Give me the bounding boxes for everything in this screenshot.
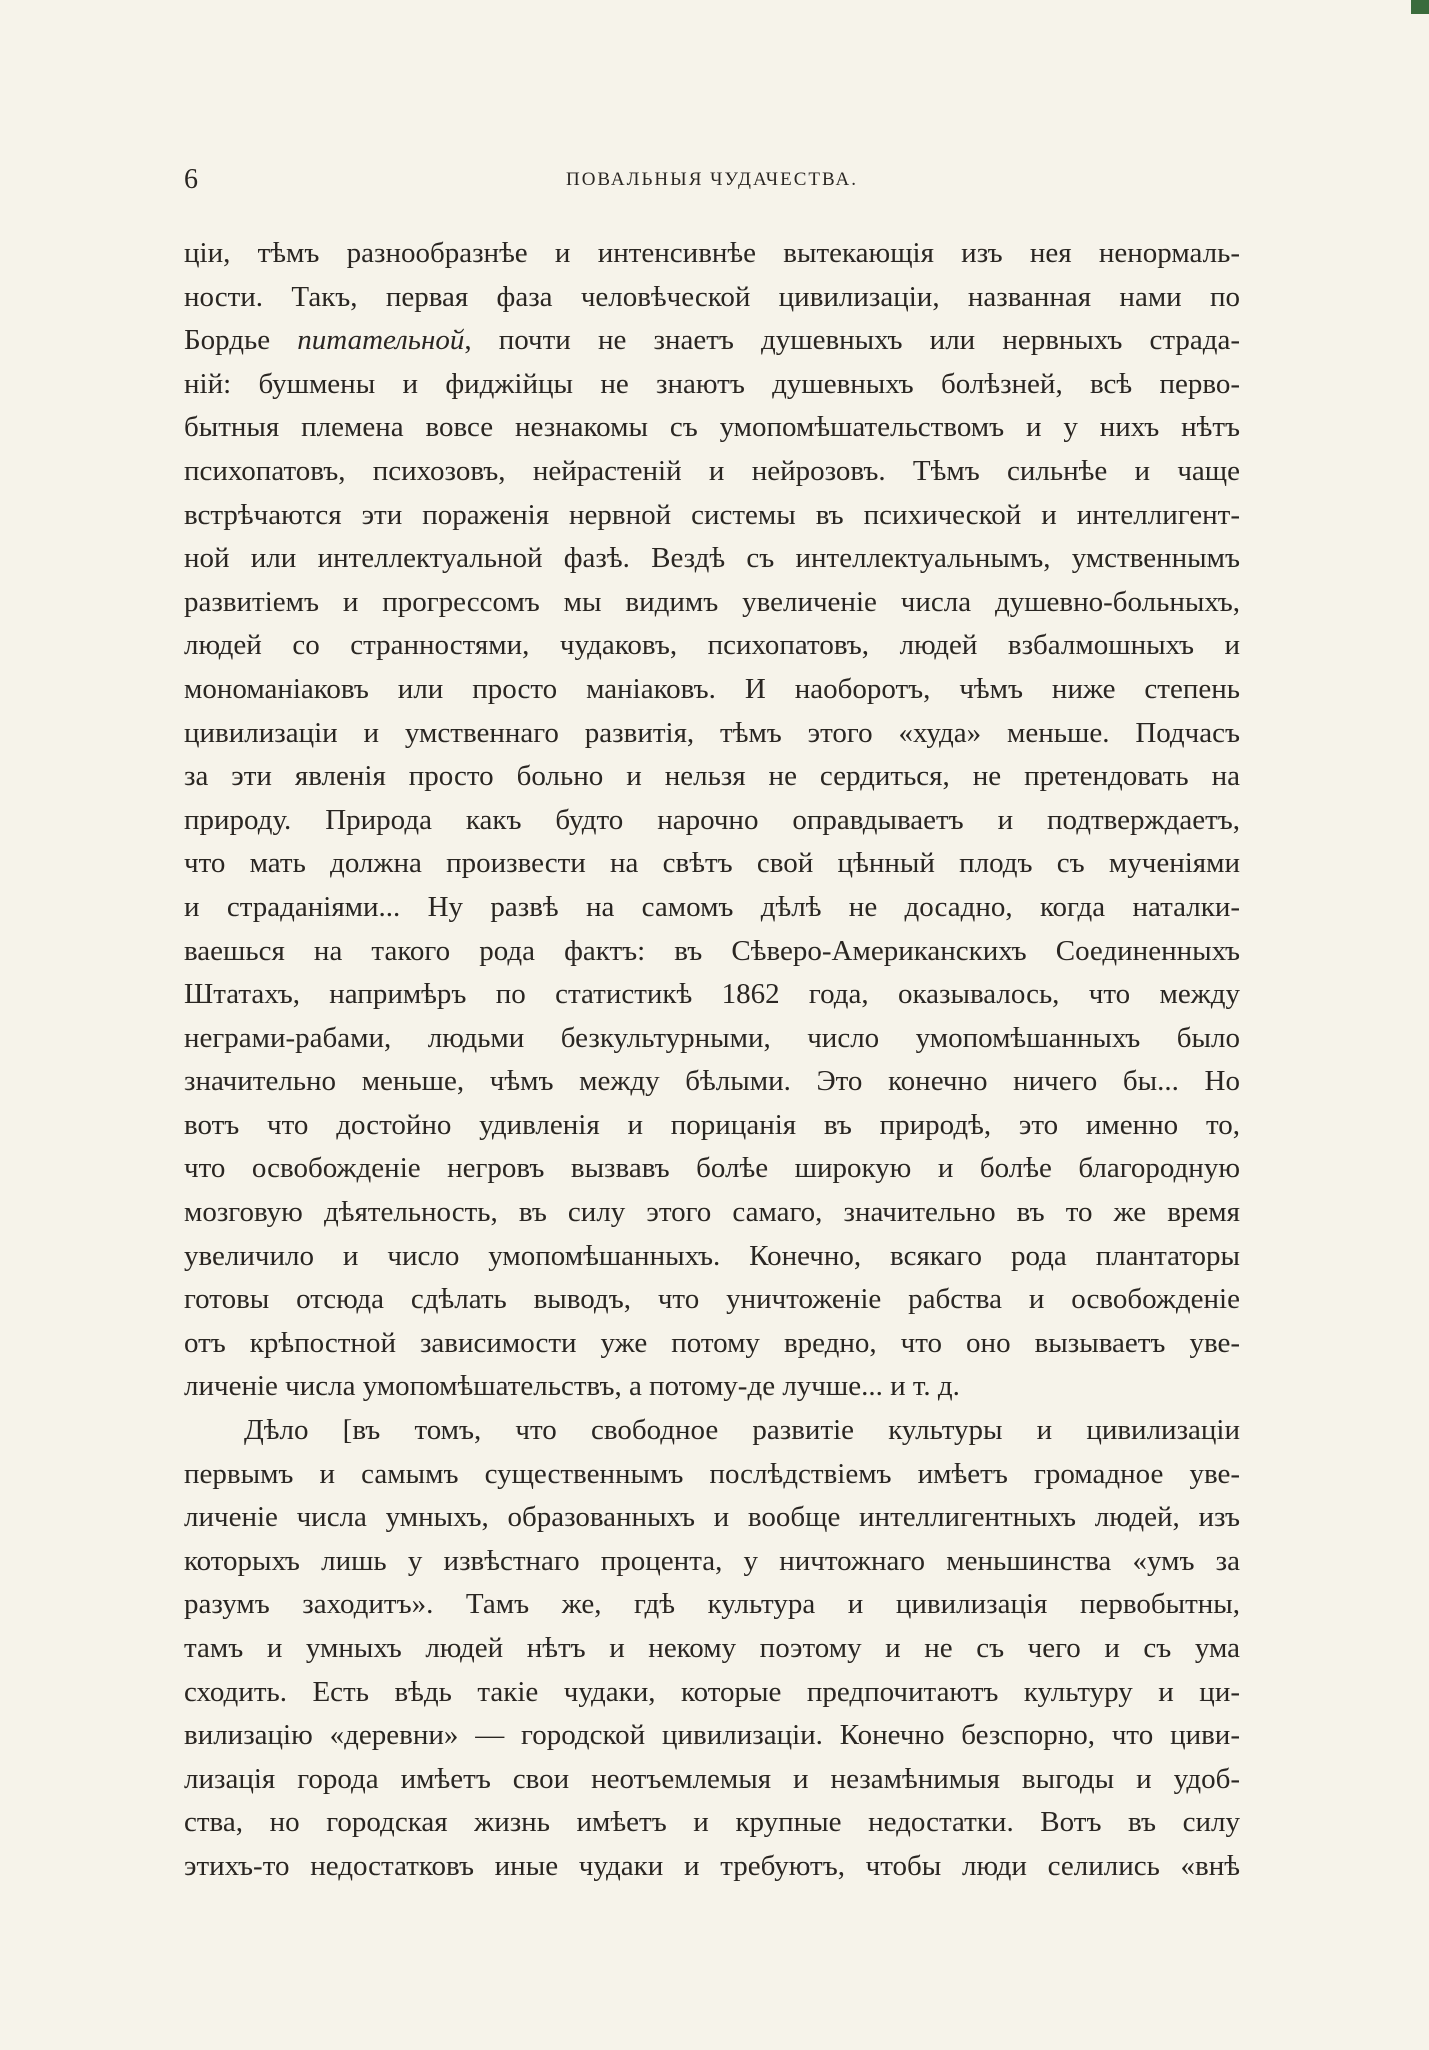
text-line: лизація города имѣетъ свои неотъемлемыя и незамѣнимыя выгоды и удоб- [184,1762,1240,1795]
text-span: Бордье [184,324,298,357]
text-line: людей со странностями, чудаковъ, психопатовъ, людей взбалмошныхъ и [184,629,1240,662]
text-line: вилизацію «деревни» — городской цивилизаціи. Конечно безспорно, что циви- [184,1719,1240,1752]
text-line: увеличило и число умопомѣшанныхъ. Конечно, всякаго рода плантаторы [184,1239,1240,1272]
text-line: вотъ что достойно удивленія и порицанія въ природѣ, это именно то, [184,1108,1240,1141]
text-line: Дѣло [въ томъ, что свободное развитіе культуры и цивилизаціи [244,1414,1240,1447]
text-line: и страданіями... Ну развѣ на самомъ дѣлѣ не досадно, когда наталки- [184,890,1240,923]
text-line: ности. Такъ, первая фаза человѣческой цивилизаціи, названная нами по [184,280,1240,313]
text-line: цивилизаціи и умственнаго развитія, тѣмъ этого «худа» меньше. Подчасъ [184,716,1240,749]
page-number: 6 [184,164,198,195]
page-header [184,160,1240,200]
text-line: мономаніаковъ или просто маніаковъ. И наоборотъ, чѣмъ ниже степень [184,672,1240,705]
text-line: мозговую дѣятельность, въ силу этого самаго, значительно въ то же время [184,1196,1240,1229]
text-line: ваешься на такого рода фактъ: въ Сѣверо-Американскихъ Соединенныхъ [184,934,1240,967]
text-line: встрѣчаются эти пораженія нервной системы въ психической и интеллигент- [184,498,1240,531]
text-line: Штатахъ, напримѣръ по статистикѣ 1862 года, оказывалось, что между [184,978,1240,1011]
text-line: психопатовъ, психозовъ, нейрастеній и нейрозовъ. Тѣмъ сильнѣе и чаще [184,454,1240,487]
text-line: этихъ-то недостатковъ иные чудаки и требуютъ, чтобы люди селились «внѣ [184,1849,1240,1882]
text-line: отъ крѣпостной зависимости уже потому вредно, что оно вызываетъ уве- [184,1326,1240,1359]
paragraph [184,232,1240,1409]
text-line: ній: бушмены и фиджійцы не знаютъ душевныхъ болѣзней, всѣ перво- [184,367,1240,400]
text-line: за эти явленія просто больно и нельзя не сердиться, не претендовать на [184,760,1240,793]
text-line: природу. Природа какъ будто нарочно оправдываетъ и подтверждаетъ, [184,803,1240,836]
text-line: тамъ и умныхъ людей нѣтъ и некому поэтому и не съ чего и съ ума [184,1632,1240,1664]
running-title: ПОВАЛЬНЫЯ ЧУДАЧЕСТВА. [565,169,858,190]
text-line [184,319,1240,363]
text-line: сходить. Есть вѣдь такіе чудаки, которые предпочитаютъ культуру и ци- [184,1675,1240,1708]
text-line: ства, но городская жизнь имѣетъ и крупные недостатки. Вотъ въ силу [184,1806,1240,1839]
italic-term: питательной [297,324,465,357]
text-line: неграми-рабами, людьми безкультурными, число умопомѣшанныхъ было [184,1021,1240,1054]
scan-corner-mark [1411,0,1429,14]
text-line: разумъ заходитъ». Тамъ же, гдѣ культура и цивилизація первобытны, [184,1588,1240,1621]
body-text [184,232,1240,1889]
text-line: готовы отсюда сдѣлать выводъ, что уничтоженіе рабства и освобожденіе [184,1283,1240,1316]
paragraph [184,1409,1240,1889]
text-line: ной или интеллектуальной фазѣ. Вездѣ съ интеллектуальнымъ, умственнымъ [184,542,1240,575]
text-line: ціи, тѣмъ разнообразнѣе и интенсивнѣе вытекающія изъ нея ненормаль- [184,237,1240,269]
text-line: первымъ и самымъ существеннымъ послѣдствіемъ имѣетъ громадное уве- [184,1457,1240,1490]
text-line: которыхъ лишь у извѣстнаго процента, у ничтожнаго меньшинства «умъ за [184,1544,1240,1577]
text-line: значительно меньше, чѣмъ между бѣлыми. Это конечно ничего бы... Но [184,1065,1240,1098]
text-line: что освобожденіе негровъ вызвавъ болѣе широкую и болѣе благородную [184,1152,1240,1185]
text-line: личеніе числа умопомѣшательствъ, а потому-де лучше... и т. д. [184,1370,960,1403]
text-line: что мать должна произвести на свѣтъ свой цѣнный плодъ съ мученіями [184,847,1240,880]
text-line: личеніе числа умныхъ, образованныхъ и вообще интеллигентныхъ людей, изъ [184,1501,1240,1534]
text-line: бытныя племена вовсе незнакомы съ умопомѣшательствомъ и у нихъ нѣтъ [184,411,1240,444]
text-span: , почти не знаетъ душевныхъ или нервныхъ страда- [464,324,1240,357]
text-line: развитіемъ и прогрессомъ мы видимъ увеличеніе числа душевно-больныхъ, [184,585,1240,618]
